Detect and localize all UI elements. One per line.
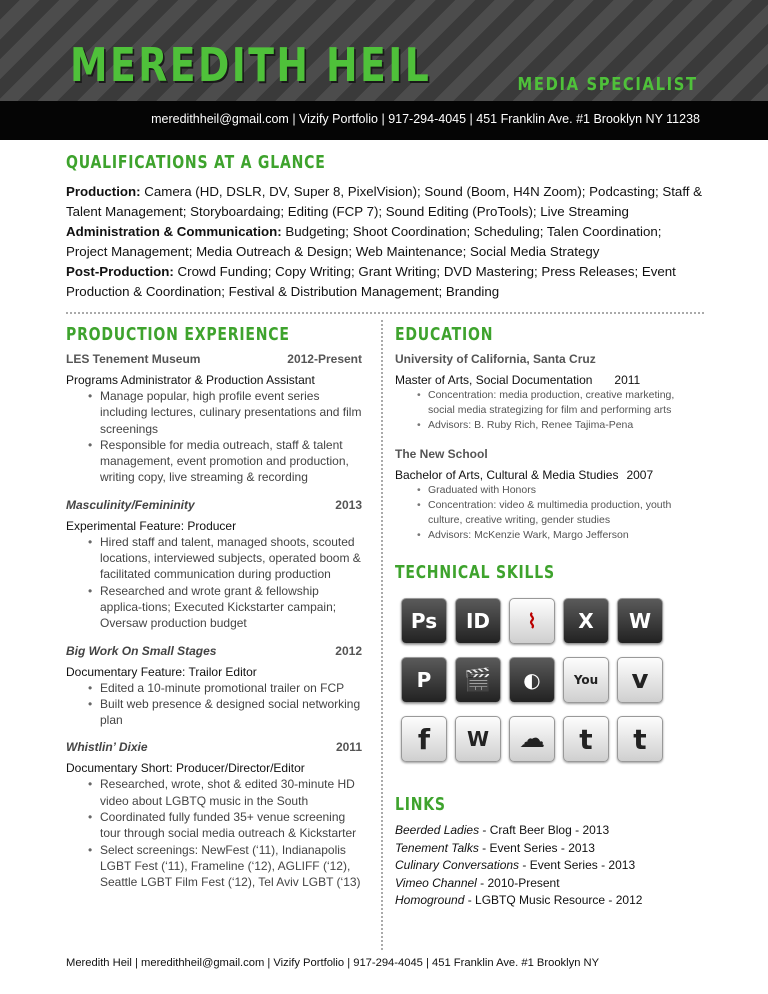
- link-desc: - 2010-Present: [476, 875, 560, 890]
- wordpress-icon: W: [455, 716, 501, 762]
- link-item[interactable]: [395, 892, 642, 910]
- link-item[interactable]: [395, 875, 642, 893]
- job-bullet: • Manage popular, high profile event series including lectures, culinary presentations and film screenings: [88, 388, 362, 437]
- edu-bullet: • Advisors: B. Ruby Rich, Renee Tajima-Pena: [417, 418, 695, 433]
- link-name[interactable]: Tenement Talks: [395, 840, 479, 855]
- job-entry: [66, 644, 362, 729]
- job-bullet: • Select screenings: NewFest (‘11), Indianapolis LGBT Fest (‘11), Frameline (‘12), AGLIFF (‘12), Seattle LGBT Film Fest (‘12), Tel Aviv LGBT (‘13): [88, 842, 362, 891]
- job-bullet: • Edited a 10-minute promotional trailer on FCP: [88, 680, 362, 696]
- vimeo-icon: v: [617, 657, 663, 703]
- qual-text-admin: Budgeting; Shoot Coordination; Scheduling; Talen Coordination; Project Management; Media Outreach & Design; Web Maintenance; Social Media Strategy: [66, 224, 662, 259]
- job-role: Experimental Feature: Producer: [66, 518, 237, 533]
- link-item[interactable]: [395, 857, 642, 875]
- job-bullet: • Coordinated fully funded 35+ venue screening tour through social media outreach & Kickstarter: [88, 809, 362, 842]
- job-bullet: • Researched, wrote, shot & edited 30-minute HD video about LGBTQ music in the South: [88, 776, 362, 809]
- edu-degree: Bachelor of Arts, Cultural & Media Studies: [395, 468, 619, 482]
- footer-contact: Meredith Heil | meredithheil@gmail.com | Vizify Portfolio | 917-294-4045 | 451 Franklin Ave. #1 Brooklyn NY: [66, 957, 600, 969]
- edu-school: University of California, Santa Cruz: [395, 352, 596, 366]
- contact-text: meredithheil@gmail.com | Vizify Portfolio | 917-294-4045 | 451 Franklin Ave. #1 Brooklyn NY 11238: [151, 112, 700, 126]
- job-bullet: • Built web presence & designed social networking plan: [88, 696, 362, 729]
- links-list: [395, 822, 642, 910]
- link-name[interactable]: Culinary Conversations: [395, 858, 520, 873]
- job-org: Masculinity/Femininity: [66, 497, 195, 512]
- qual-label-admin: Administration & Communication:: [66, 224, 282, 239]
- job-entry: [66, 498, 362, 632]
- job-org: LES Tenement Museum: [66, 352, 201, 366]
- skills-heading: TECHNICAL SKILLS: [395, 562, 555, 583]
- link-name[interactable]: Homoground: [395, 893, 465, 908]
- excel-icon: X: [563, 598, 609, 644]
- soundcloud-icon: ☁: [509, 716, 555, 762]
- final-cut-icon: ◐: [509, 657, 555, 703]
- job-bullet: • Responsible for media outreach, staff & talent management, event promotion and production, writing copy, live streaming & recording: [88, 437, 362, 486]
- job-years: 2012-Present: [287, 352, 362, 366]
- skills-icon-grid: [401, 598, 671, 775]
- edu-bullet: • Concentration: video & multimedia production, youth culture, creative writing, gender studies: [417, 498, 695, 528]
- name-title: MEREDITH HEIL: [70, 38, 432, 92]
- qualifications-heading: QUALIFICATIONS AT A GLANCE: [66, 152, 326, 173]
- links-heading: LINKS: [395, 794, 446, 815]
- link-item[interactable]: [395, 840, 642, 858]
- job-years: 2012: [335, 643, 362, 658]
- edu-year: 2007: [626, 468, 654, 482]
- job-entry: [66, 352, 362, 486]
- job-bullet: • Researched and wrote grant & fellowship applica-tions; Executed Kickstarter campain; Oversaw production budget: [88, 583, 362, 632]
- link-name[interactable]: Beerded Ladies: [395, 823, 480, 837]
- role-title: MEDIA SPECIALIST: [517, 74, 698, 95]
- link-desc: - Event Series - 2013: [519, 858, 636, 873]
- education-heading: EDUCATION: [395, 324, 494, 345]
- job-role: Programs Administrator & Production Assistant: [66, 373, 315, 387]
- edu-degree: Master of Arts, Social Documentation: [395, 373, 593, 387]
- job-years: 2011: [335, 740, 362, 755]
- indesign-icon: ID: [455, 598, 501, 644]
- job-role: Documentary Feature: Trailor Editor: [66, 664, 257, 679]
- vertical-divider: [381, 320, 383, 950]
- job-years: 2013: [335, 497, 362, 512]
- clapperboard-icon: 🎬: [455, 657, 501, 703]
- job-org: Big Work On Small Stages: [66, 643, 217, 658]
- header-banner: [0, 0, 768, 101]
- facebook-icon: f: [401, 716, 447, 762]
- edu-school: The New School: [395, 447, 488, 461]
- job-org: Whistlin’ Dixie: [66, 740, 148, 755]
- horizontal-divider: [66, 312, 704, 314]
- photoshop-icon: Ps: [401, 598, 447, 644]
- job-bullet: • Hired staff and talent, managed shoots, scouted locations, interviewed subjects, operated boom & facilitated communication during production: [88, 534, 362, 583]
- podcast-icon: P: [401, 657, 447, 703]
- edu-bullet: • Advisors: McKenzie Wark, Margo Jefferson: [417, 528, 695, 543]
- education-entry: [395, 352, 695, 433]
- youtube-icon: You: [563, 657, 609, 703]
- edu-bullet: • Concentration: media production, creative marketing, social media strategizing for film and performing arts: [417, 388, 695, 418]
- qual-label-post: Post-Production:: [66, 264, 174, 279]
- education-entry: [395, 447, 695, 543]
- link-desc: - LGBTQ Music Resource - 2012: [464, 893, 643, 908]
- job-role: Documentary Short: Producer/Director/Editor: [66, 761, 305, 776]
- link-name[interactable]: Vimeo Channel: [395, 875, 477, 890]
- qual-text-production: Camera (HD, DSLR, DV, Super 8, PixelVision); Sound (Boom, H4N Zoom); Podcasting; Staff & Talent Management; Storyboardaing; Editing (FCP 7); Sound Editing (ProTools); Live Streaming: [66, 184, 703, 219]
- word-icon: W: [617, 598, 663, 644]
- qual-text-post: Crowd Funding; Copy Writing; Grant Writing; DVD Mastering; Press Releases; Event Production & Coordination; Festival & Distribution Management; Branding: [66, 264, 676, 299]
- experience-section: [66, 352, 362, 903]
- tumblr-icon: t: [563, 716, 609, 762]
- qualifications-text: [66, 182, 706, 302]
- qual-label-production: Production:: [66, 184, 141, 199]
- link-desc: - Craft Beer Blog - 2013: [479, 823, 610, 837]
- experience-heading: PRODUCTION EXPERIENCE: [66, 324, 290, 345]
- twitter-icon: t: [617, 716, 663, 762]
- edu-year: 2011: [614, 373, 641, 387]
- education-section: [395, 352, 695, 543]
- acrobat-icon: ⌇: [509, 598, 555, 644]
- edu-bullet: • Graduated with Honors: [417, 483, 695, 498]
- link-item[interactable]: [395, 822, 642, 840]
- job-entry: [66, 740, 362, 890]
- contact-bar: [0, 101, 768, 140]
- link-desc: - Event Series - 2013: [478, 840, 595, 855]
